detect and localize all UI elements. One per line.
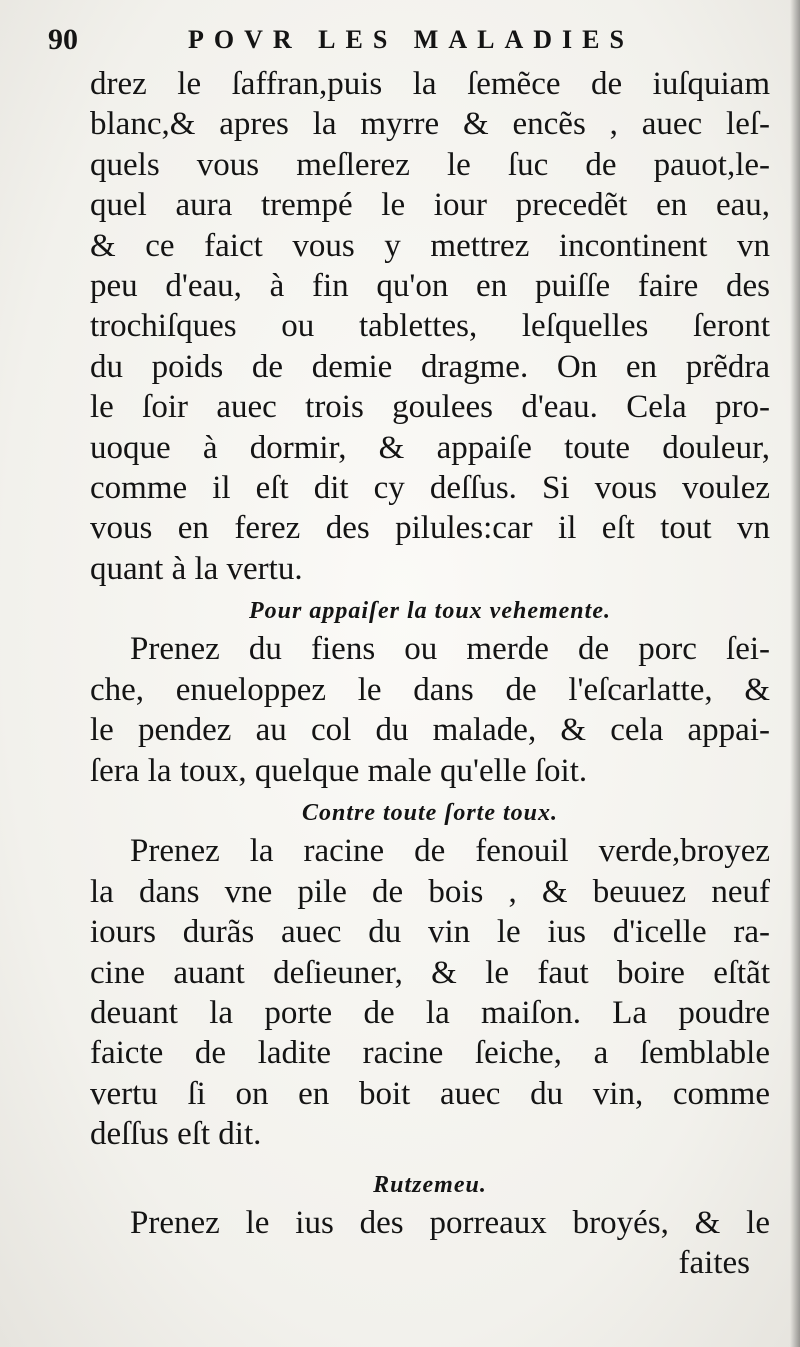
text-line: blanc,& apres la myrre & encẽs , auec leſ- (90, 106, 770, 143)
text-line: & ce faict vous y mettrez incontinent vn (90, 227, 770, 264)
text-line: comme il eſt dit cy deſſus. Si vous voulez (90, 469, 770, 506)
text-line: deſſus eſt dit. (90, 1116, 262, 1153)
section-heading: Pour appaiſer la toux vehemente. (249, 598, 611, 625)
text-line: vous en ferez des pilules:car il eſt tout vn (90, 510, 770, 547)
text-line: le pendez au col du malade, & cela appai- (90, 712, 770, 749)
text-line: quant à la vertu. (90, 550, 303, 587)
text-line: deuant la porte de la maiſon. La poudre (90, 994, 770, 1031)
page-number: 90 (48, 23, 78, 56)
text-line: ſera la toux, quelque male qu'elle ſoit. (90, 752, 588, 789)
text-line: che, enueloppez le dans de l'eſcarlatte, & (90, 671, 770, 708)
section-gap (90, 1155, 770, 1163)
page-header (48, 22, 768, 58)
body-text (90, 64, 770, 1284)
page-edge-shadow (790, 0, 800, 1347)
text-line: la dans vne pile de bois , & beuuez neuf (90, 873, 770, 910)
catchword: faites (678, 1245, 750, 1282)
text-line: iours durãs auec du vin le ius d'icelle ra- (90, 914, 770, 951)
text-line: Prenez le ius des porreaux broyés, & le (130, 1204, 770, 1241)
text-line: peu d'eau, à fin qu'on en puiſſe faire des (90, 267, 770, 304)
text-line: faicte de ladite racine ſeiche, a ſemblable (90, 1035, 770, 1072)
running-head: POVR LES MALADIES (188, 25, 634, 54)
text-line: vertu ſi on en boit auec du vin, comme (90, 1075, 770, 1112)
text-line: du poids de demie dragme. On en prẽdra (90, 348, 770, 385)
text-line: quels vous meſlerez le ſuc de pauot,le- (90, 146, 770, 183)
text-line: trochiſques ou tablettes, leſquelles ſeront (90, 308, 770, 345)
text-line: drez le ſaffran,puis la ſemẽce de iuſquiam (90, 66, 770, 102)
section-heading: Contre toute ſorte toux. (301, 800, 559, 827)
section-heading: Rutzemeu. (373, 1171, 487, 1198)
text-line: Prenez du fiens ou merde de porc ſei- (130, 631, 770, 668)
text-line: le ſoir auec trois goulees d'eau. Cela pro- (90, 389, 770, 426)
text-line: quel aura trempé le iour precedẽt en eau, (90, 187, 770, 224)
text-line: cine auant deſieuner, & le faut boire eſtãt (90, 954, 770, 991)
text-line: uoque à dormir, & appaiſe toute douleur, (90, 429, 770, 466)
text-line: Prenez la racine de fenouil verde,broyez (130, 833, 770, 870)
